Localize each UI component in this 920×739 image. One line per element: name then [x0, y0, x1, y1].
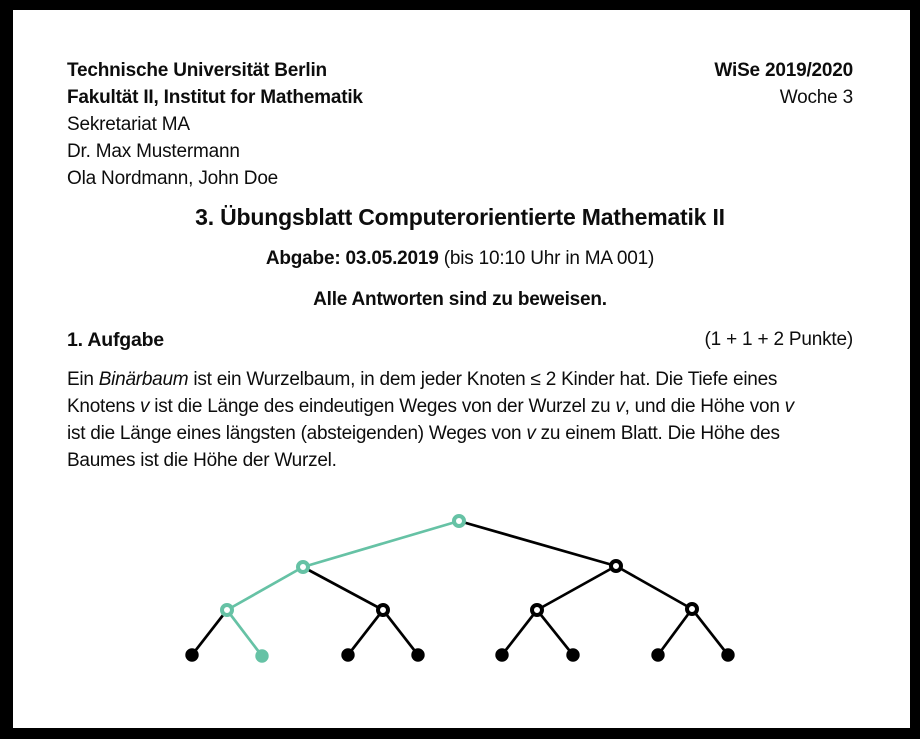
header-line: Fakultät II, Institut for Mathematik [67, 87, 363, 108]
tree-edge [537, 610, 573, 655]
tree-node-leaf [651, 648, 664, 661]
tree-node-internal [687, 604, 697, 614]
header-line: Woche 3 [779, 87, 853, 108]
text-run: ist die Länge eines längsten (absteigenden) Weges von [67, 423, 527, 444]
header-line: WiSe 2019/2020 [714, 60, 853, 81]
italic-term: v [140, 396, 150, 417]
tree-edge [192, 610, 227, 655]
header-line: Sekretariat MA [67, 114, 190, 135]
tree-edge-highlighted [227, 567, 303, 610]
tree-node-leaf [721, 648, 734, 661]
tree-node-internal-highlighted [298, 562, 308, 572]
header-line: Dr. Max Mustermann [67, 141, 240, 162]
tree-edge [303, 567, 383, 610]
sheet-title: 3. Übungsblatt Computerorientierte Mathematik II [195, 204, 725, 230]
text-run: Ein [67, 369, 99, 390]
text-run: Baumes ist die Höhe der Wurzel. [67, 450, 337, 471]
header-line: Ola Nordmann, John Doe [67, 168, 279, 189]
header-line: Technische Universität Berlin [67, 60, 327, 81]
italic-term: Binärbaum [98, 369, 189, 390]
text-run: ist ein Wurzelbaum, in dem jeder Knoten ≤ 2 Kinder hat. Die Tiefe eines [188, 369, 778, 390]
tree-node-leaf [495, 648, 508, 661]
italic-term: v [784, 396, 794, 417]
tree-node-internal-highlighted [454, 516, 464, 526]
tree-node-leaf-highlighted [255, 649, 268, 662]
tree-node-leaf [411, 648, 424, 661]
tree-edge-highlighted [303, 521, 459, 567]
tree-edge [616, 566, 692, 609]
tree-edge [383, 610, 418, 655]
notice-line: Alle Antworten sind zu beweisen. [313, 289, 607, 310]
tree-node-leaf [341, 648, 354, 661]
text-run: , und die Höhe von [624, 396, 785, 417]
tree-node-leaf [185, 648, 198, 661]
italic-term: v [526, 423, 536, 444]
task-heading: 1. Aufgabe [67, 329, 164, 351]
deadline-details: (bis 10:10 Uhr in MA 001) [438, 248, 655, 269]
text-run: Knotens [67, 396, 140, 417]
tree-node-internal [611, 561, 621, 571]
tree-edge-highlighted [227, 610, 262, 656]
tree-node-leaf [566, 648, 579, 661]
tree-node-internal-highlighted [222, 605, 232, 615]
tree-edge [348, 610, 383, 655]
tree-node-internal [532, 605, 542, 615]
tree-edge [537, 566, 616, 610]
italic-term: v [615, 396, 625, 417]
tree-node-internal [378, 605, 388, 615]
tree-edge [502, 610, 537, 655]
tree-edge [692, 609, 728, 655]
deadline-date: Abgabe: 03.05.2019 [265, 248, 439, 269]
text-run: zu einem Blatt. Die Höhe des [535, 423, 780, 444]
tree-edge [459, 521, 616, 566]
task-points: (1 + 1 + 2 Punkte) [704, 329, 853, 350]
tree-edge [658, 609, 692, 655]
text-run: ist die Länge des eindeutigen Weges von der Wurzel zu [149, 396, 616, 417]
